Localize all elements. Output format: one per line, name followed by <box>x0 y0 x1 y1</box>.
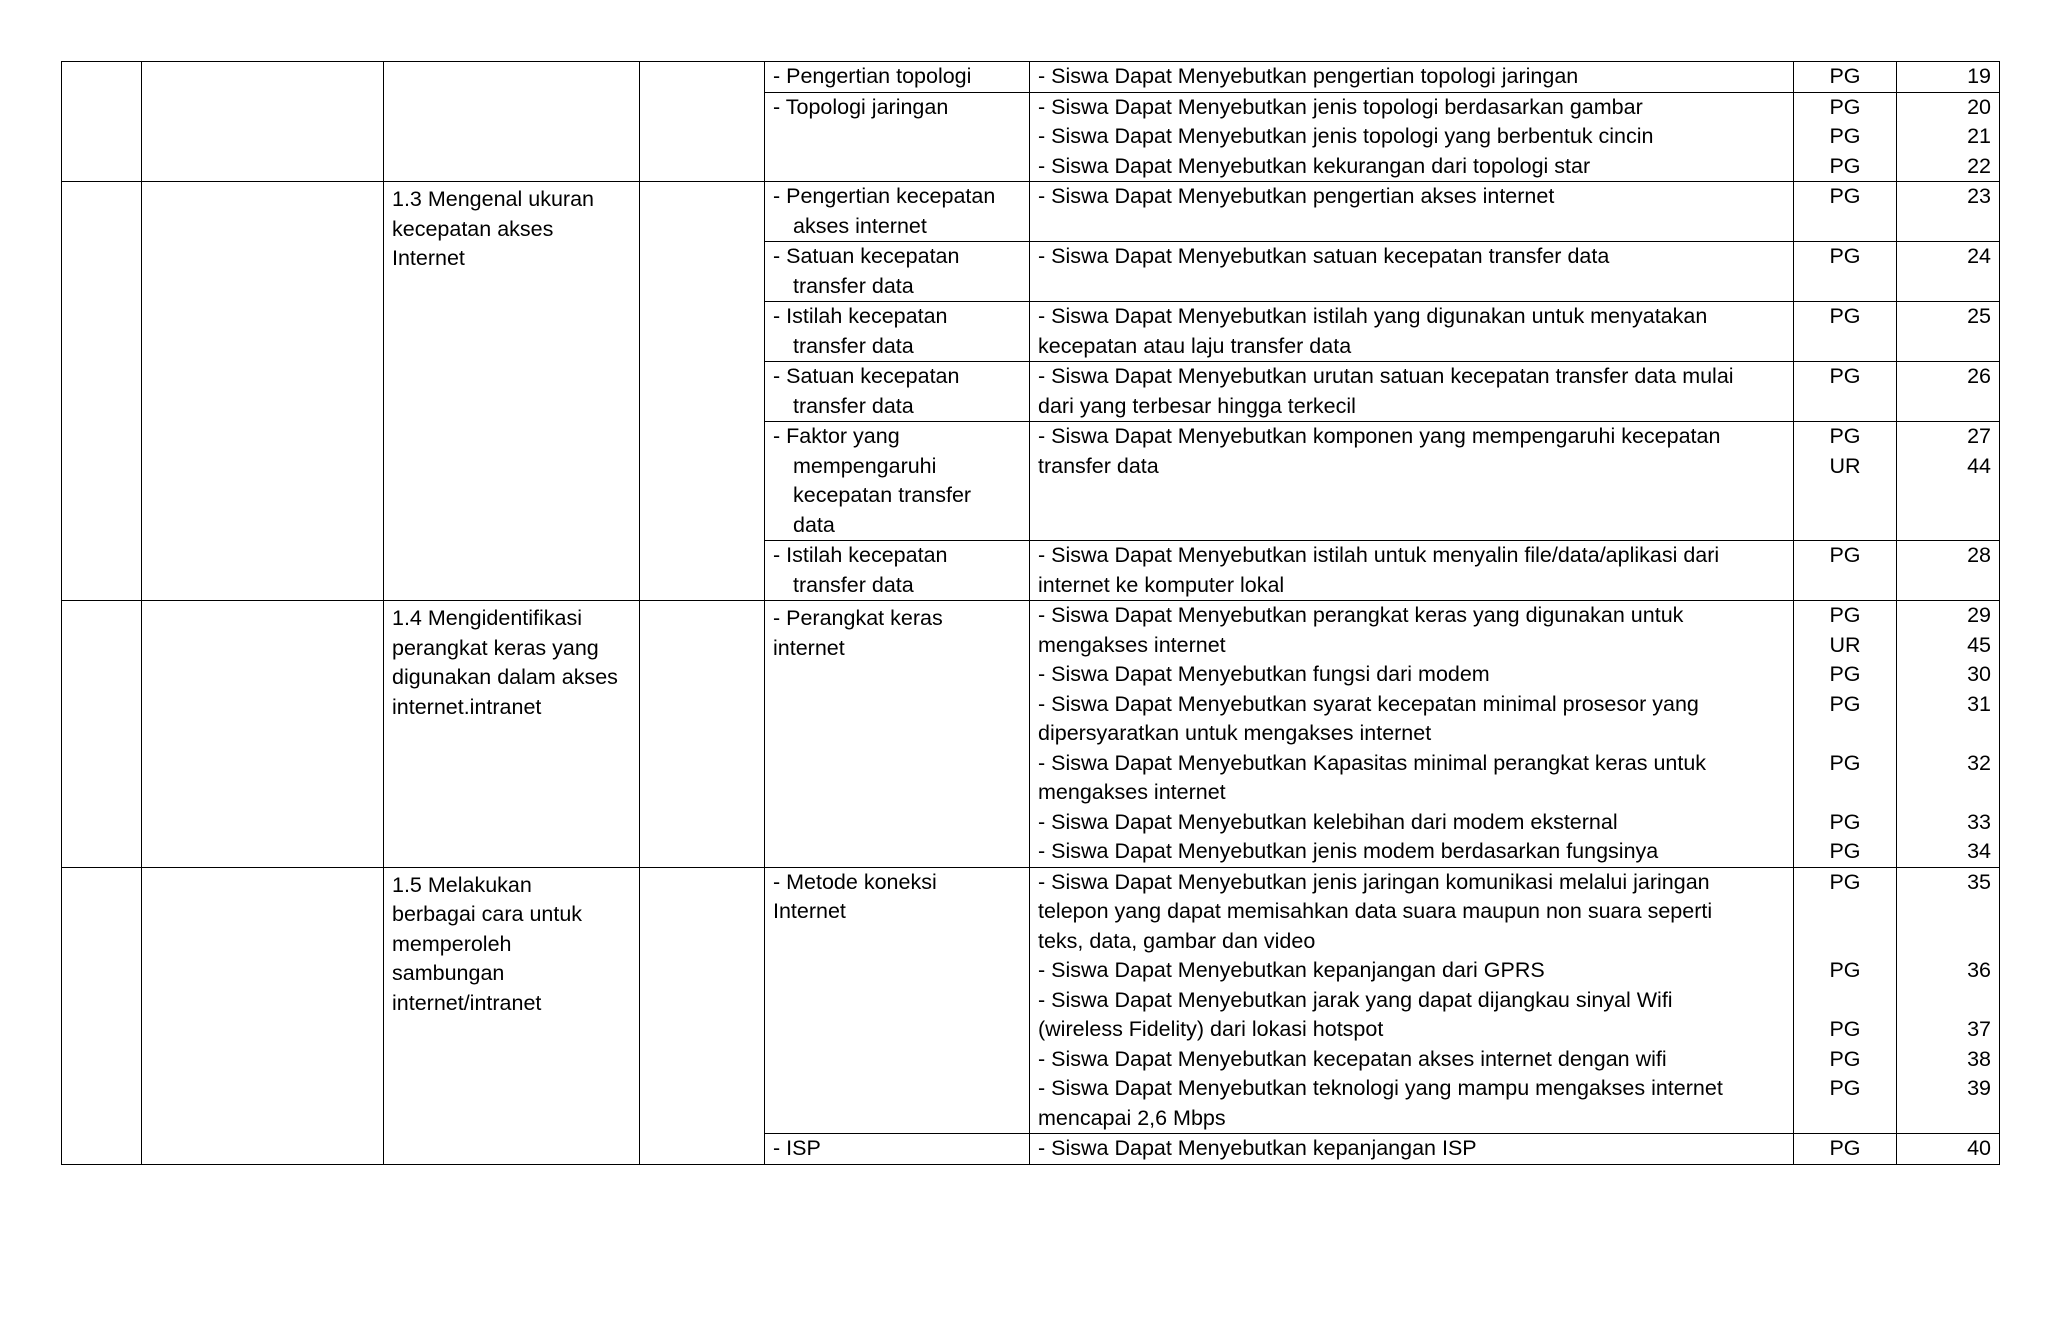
bentuk-soal-text: PG <box>1829 869 1861 894</box>
nomor-soal-text: 30 <box>1967 662 1991 686</box>
indikator-cell <box>1030 242 1794 302</box>
nomor-soal-text <box>1905 511 1991 541</box>
kelas-cell <box>640 867 765 1164</box>
indikator-text: - Siswa Dapat Menyebutkan pengertian akses internet <box>1038 184 1555 208</box>
nomor-soal-text: 39 <box>1967 1076 1991 1100</box>
bentuk-soal-text: PG <box>1829 1136 1861 1160</box>
indikator-cell <box>1030 422 1794 541</box>
kompetensi-dasar-text: perangkat keras yang <box>392 635 599 660</box>
indikator-text: telepon yang dapat memisahkan data suara maupun non suara seperti <box>1038 899 1713 923</box>
bentuk-soal-cell <box>1794 92 1897 182</box>
indikator-text <box>1038 272 1785 302</box>
bentuk-soal-text: PG <box>1829 1076 1861 1100</box>
materi-cell <box>765 601 1030 868</box>
bentuk-soal-text: PG <box>1829 750 1861 775</box>
bentuk-soal-cell <box>1794 182 1897 242</box>
indikator-text: - Siswa Dapat Menyebutkan istilah untuk menyalin file/data/aplikasi dari <box>1038 543 1720 567</box>
indikator-text: - Siswa Dapat Menyebutkan kepanjangan ISP <box>1038 1136 1477 1160</box>
bentuk-soal-text: PG <box>1829 839 1861 863</box>
materi-text: mempengaruhi <box>793 453 937 478</box>
materi-text: Internet <box>773 899 846 923</box>
materi-text: transfer data <box>793 572 914 597</box>
materi-text: kecepatan transfer <box>793 483 972 507</box>
indikator-text: - Siswa Dapat Menyebutkan jarak yang dapat dijangkau sinyal Wifi <box>1038 987 1673 1012</box>
materi-text: - Pengertian kecepatan <box>773 184 996 208</box>
bentuk-soal-text: PG <box>1829 94 1861 119</box>
nomor-soal-cell <box>1897 92 2000 182</box>
nomor-soal-text <box>1905 986 1991 1016</box>
no-cell <box>62 867 142 1164</box>
bentuk-soal-text: PG <box>1829 662 1861 686</box>
nomor-soal-text: 44 <box>1967 453 1991 478</box>
indikator-text: - Siswa Dapat Menyebutkan urutan satuan kecepatan transfer data mulai <box>1038 364 1734 388</box>
bentuk-soal-text <box>1802 986 1888 1016</box>
indikator-text <box>1038 212 1785 242</box>
kompetensi-dasar-text: internet.intranet <box>392 694 542 719</box>
indikator-text: - Siswa Dapat Menyebutkan kelebihan dari modem eksternal <box>1038 809 1618 834</box>
materi-cell <box>765 62 1030 93</box>
nomor-soal-text: 32 <box>1967 750 1991 775</box>
nomor-soal-text <box>1905 897 1991 927</box>
nomor-soal-text: 22 <box>1967 153 1991 178</box>
bentuk-soal-text <box>1802 392 1888 422</box>
bentuk-soal-text <box>1802 511 1888 541</box>
table-body <box>62 62 2000 1165</box>
nomor-soal-text: 28 <box>1967 543 1991 567</box>
nomor-soal-cell <box>1897 422 2000 541</box>
kisi-kisi-table <box>61 61 2000 1165</box>
nomor-soal-text: 21 <box>1967 124 1991 148</box>
materi-cell <box>765 541 1030 601</box>
bentuk-soal-cell <box>1794 601 1897 868</box>
nomor-soal-text: 35 <box>1967 869 1991 894</box>
kompetensi-dasar-cell <box>384 601 640 868</box>
indikator-cell <box>1030 62 1794 93</box>
materi-text: transfer data <box>793 273 914 298</box>
bentuk-soal-text: PG <box>1829 124 1861 148</box>
bentuk-soal-cell <box>1794 422 1897 541</box>
nomor-soal-text: 23 <box>1967 184 1991 208</box>
kompetensi-dasar-text: 1.3 Mengenal ukuran <box>392 187 595 211</box>
indikator-text: - Siswa Dapat Menyebutkan jenis topologi yang berbentuk cincin <box>1038 124 1654 148</box>
kompetensi-dasar-text: digunakan dalam akses <box>392 665 618 689</box>
indikator-text: transfer data <box>1038 453 1159 478</box>
materi-cell <box>765 422 1030 541</box>
indikator-text: mengakses internet <box>1038 632 1226 657</box>
indikator-cell <box>1030 92 1794 182</box>
nomor-soal-text <box>1905 719 1991 749</box>
materi-text: transfer data <box>793 393 914 418</box>
nomor-soal-text: 45 <box>1967 632 1991 657</box>
materi-text: - Faktor yang <box>773 424 900 448</box>
kelas-cell <box>640 601 765 868</box>
indikator-text: - Siswa Dapat Menyebutkan pengertian topologi jaringan <box>1038 64 1579 88</box>
nomor-soal-cell <box>1897 302 2000 362</box>
materi-text: - ISP <box>773 1136 821 1160</box>
bentuk-soal-text: UR <box>1829 632 1861 657</box>
indikator-text: - Siswa Dapat Menyebutkan kekurangan dari topologi star <box>1038 153 1591 178</box>
bentuk-soal-text <box>1802 481 1888 511</box>
indikator-text: - Siswa Dapat Menyebutkan istilah yang digunakan untuk menyatakan <box>1038 304 1708 328</box>
nomor-soal-text: 36 <box>1967 958 1991 982</box>
nomor-soal-text <box>1905 1104 1991 1134</box>
kelas-cell <box>640 62 765 182</box>
table-row <box>62 62 2000 93</box>
bentuk-soal-text: PG <box>1829 153 1861 178</box>
table-row <box>62 182 2000 242</box>
indikator-text: - Siswa Dapat Menyebutkan satuan kecepatan transfer data <box>1038 244 1610 268</box>
bentuk-soal-text <box>1802 719 1888 749</box>
standar-kompetensi-cell <box>142 182 384 601</box>
nomor-soal-cell <box>1897 62 2000 93</box>
bentuk-soal-text: PG <box>1829 603 1861 627</box>
materi-cell <box>765 302 1030 362</box>
nomor-soal-text <box>1905 392 1991 422</box>
indikator-text: (wireless Fidelity) dari lokasi hotspot <box>1038 1017 1384 1041</box>
indikator-cell <box>1030 1134 1794 1165</box>
kompetensi-dasar-text: memperoleh <box>392 931 512 956</box>
nomor-soal-text <box>1905 778 1991 808</box>
kompetensi-dasar-text: 1.5 Melakukan <box>392 872 532 897</box>
bentuk-soal-text <box>1802 332 1888 362</box>
table-row <box>62 601 2000 868</box>
bentuk-soal-text: PG <box>1829 244 1861 268</box>
materi-cell <box>765 92 1030 182</box>
indikator-cell <box>1030 867 1794 1134</box>
bentuk-soal-text: PG <box>1829 184 1861 208</box>
bentuk-soal-text <box>1802 272 1888 302</box>
bentuk-soal-text: PG <box>1829 809 1861 834</box>
indikator-cell <box>1030 182 1794 242</box>
nomor-soal-text: 40 <box>1967 1136 1991 1160</box>
indikator-text: - Siswa Dapat Menyebutkan perangkat keras yang digunakan untuk <box>1038 603 1684 627</box>
nomor-soal-cell <box>1897 362 2000 422</box>
materi-cell <box>765 242 1030 302</box>
indikator-text <box>1038 481 1785 511</box>
bentuk-soal-text <box>1802 897 1888 927</box>
indikator-cell <box>1030 302 1794 362</box>
kompetensi-dasar-text: Internet <box>392 246 465 270</box>
nomor-soal-cell <box>1897 242 2000 302</box>
kompetensi-dasar-text: kecepatan akses <box>392 216 554 241</box>
bentuk-soal-cell <box>1794 541 1897 601</box>
indikator-text: - Siswa Dapat Menyebutkan komponen yang mempengaruhi kecepatan <box>1038 424 1721 448</box>
materi-text: internet <box>773 635 845 660</box>
indikator-text: dari yang terbesar hingga terkecil <box>1038 393 1356 418</box>
indikator-text: - Siswa Dapat Menyebutkan Kapasitas minimal perangkat keras untuk <box>1038 750 1707 775</box>
indikator-text: internet ke komputer lokal <box>1038 572 1285 597</box>
nomor-soal-text <box>1905 571 1991 601</box>
bentuk-soal-text: PG <box>1829 1017 1861 1041</box>
materi-cell <box>765 1134 1030 1165</box>
materi-text: - Perangkat keras <box>773 606 943 630</box>
indikator-text: - Siswa Dapat Menyebutkan teknologi yang mampu mengakses internet <box>1038 1076 1723 1100</box>
materi-text: - Metode koneksi <box>773 869 937 894</box>
indikator-text: mengakses internet <box>1038 780 1226 804</box>
bentuk-soal-text: PG <box>1829 691 1861 716</box>
materi-text: data <box>793 512 835 537</box>
materi-text: - Pengertian topologi <box>773 64 972 88</box>
indikator-cell <box>1030 362 1794 422</box>
bentuk-soal-text <box>1802 778 1888 808</box>
standar-kompetensi-cell <box>142 867 384 1164</box>
bentuk-soal-text: PG <box>1829 543 1861 567</box>
nomor-soal-cell <box>1897 867 2000 1134</box>
bentuk-soal-cell <box>1794 1134 1897 1165</box>
indikator-text: mencapai 2,6 Mbps <box>1038 1105 1226 1130</box>
nomor-soal-text: 27 <box>1967 424 1991 448</box>
kompetensi-dasar-text: berbagai cara untuk <box>392 902 583 926</box>
no-cell <box>62 182 142 601</box>
materi-text: transfer data <box>793 333 914 358</box>
bentuk-soal-cell <box>1794 362 1897 422</box>
bentuk-soal-text: PG <box>1829 364 1861 388</box>
materi-text: - Istilah kecepatan <box>773 543 948 567</box>
bentuk-soal-cell <box>1794 242 1897 302</box>
bentuk-soal-text: PG <box>1829 958 1861 982</box>
materi-text: akses internet <box>793 213 927 238</box>
kompetensi-dasar-cell <box>384 62 640 182</box>
materi-text: - Satuan kecepatan <box>773 364 960 388</box>
kelas-cell <box>640 182 765 601</box>
standar-kompetensi-cell <box>142 62 384 182</box>
nomor-soal-cell <box>1897 601 2000 868</box>
nomor-soal-text: 34 <box>1967 839 1991 863</box>
indikator-text: - Siswa Dapat Menyebutkan syarat kecepatan minimal prosesor yang <box>1038 691 1699 716</box>
nomor-soal-text: 26 <box>1967 364 1991 388</box>
nomor-soal-text: 38 <box>1967 1046 1991 1071</box>
materi-cell <box>765 362 1030 422</box>
indikator-text: - Siswa Dapat Menyebutkan kecepatan akses internet dengan wifi <box>1038 1046 1667 1071</box>
nomor-soal-cell <box>1897 541 2000 601</box>
nomor-soal-cell <box>1897 182 2000 242</box>
indikator-text: - Siswa Dapat Menyebutkan jenis modem berdasarkan fungsinya <box>1038 839 1659 863</box>
nomor-soal-text <box>1905 332 1991 362</box>
indikator-text: - Siswa Dapat Menyebutkan jenis jaringan komunikasi melalui jaringan <box>1038 869 1710 894</box>
no-cell <box>62 62 142 182</box>
indikator-text: - Siswa Dapat Menyebutkan fungsi dari modem <box>1038 662 1490 686</box>
nomor-soal-text: 37 <box>1967 1017 1991 1041</box>
nomor-soal-text: 24 <box>1967 244 1991 268</box>
indikator-text: teks, data, gambar dan video <box>1038 928 1316 953</box>
materi-text: - Topologi jaringan <box>773 94 949 119</box>
nomor-soal-text: 19 <box>1967 64 1991 88</box>
kompetensi-dasar-cell <box>384 182 640 601</box>
table-row <box>62 867 2000 1134</box>
kompetensi-dasar-text: sambungan <box>392 961 505 985</box>
bentuk-soal-text: PG <box>1829 1046 1861 1071</box>
standar-kompetensi-cell <box>142 601 384 868</box>
bentuk-soal-cell <box>1794 867 1897 1134</box>
nomor-soal-text <box>1905 272 1991 302</box>
nomor-soal-cell <box>1897 1134 2000 1165</box>
materi-text: - Satuan kecepatan <box>773 244 960 268</box>
bentuk-soal-text: PG <box>1829 304 1861 328</box>
nomor-soal-text: 20 <box>1967 94 1991 119</box>
kompetensi-dasar-text: internet/intranet <box>392 990 542 1015</box>
bentuk-soal-text: PG <box>1829 64 1861 88</box>
kompetensi-dasar-text: 1.4 Mengidentifikasi <box>392 606 583 630</box>
nomor-soal-text: 33 <box>1967 809 1991 834</box>
kompetensi-dasar-cell <box>384 867 640 1164</box>
bentuk-soal-text: PG <box>1829 424 1861 448</box>
bentuk-soal-cell <box>1794 302 1897 362</box>
nomor-soal-text <box>1905 212 1991 242</box>
indikator-text <box>1038 511 1785 541</box>
no-cell <box>62 601 142 868</box>
nomor-soal-text <box>1905 927 1991 957</box>
nomor-soal-text: 29 <box>1967 603 1991 627</box>
indikator-text: - Siswa Dapat Menyebutkan kepanjangan dari GPRS <box>1038 958 1545 982</box>
nomor-soal-text <box>1905 481 1991 511</box>
bentuk-soal-text <box>1802 212 1888 242</box>
bentuk-soal-cell <box>1794 62 1897 93</box>
bentuk-soal-text <box>1802 571 1888 601</box>
materi-cell <box>765 182 1030 242</box>
indikator-cell <box>1030 601 1794 868</box>
indikator-text: kecepatan atau laju transfer data <box>1038 333 1352 358</box>
bentuk-soal-text: UR <box>1829 453 1861 478</box>
nomor-soal-text: 25 <box>1967 304 1991 328</box>
bentuk-soal-text <box>1802 927 1888 957</box>
indikator-text: dipersyaratkan untuk mengakses internet <box>1038 721 1432 745</box>
indikator-text: - Siswa Dapat Menyebutkan jenis topologi berdasarkan gambar <box>1038 94 1643 119</box>
materi-text: - Istilah kecepatan <box>773 304 948 328</box>
indikator-cell <box>1030 541 1794 601</box>
materi-cell <box>765 867 1030 1134</box>
bentuk-soal-text <box>1802 1104 1888 1134</box>
nomor-soal-text: 31 <box>1967 691 1991 716</box>
